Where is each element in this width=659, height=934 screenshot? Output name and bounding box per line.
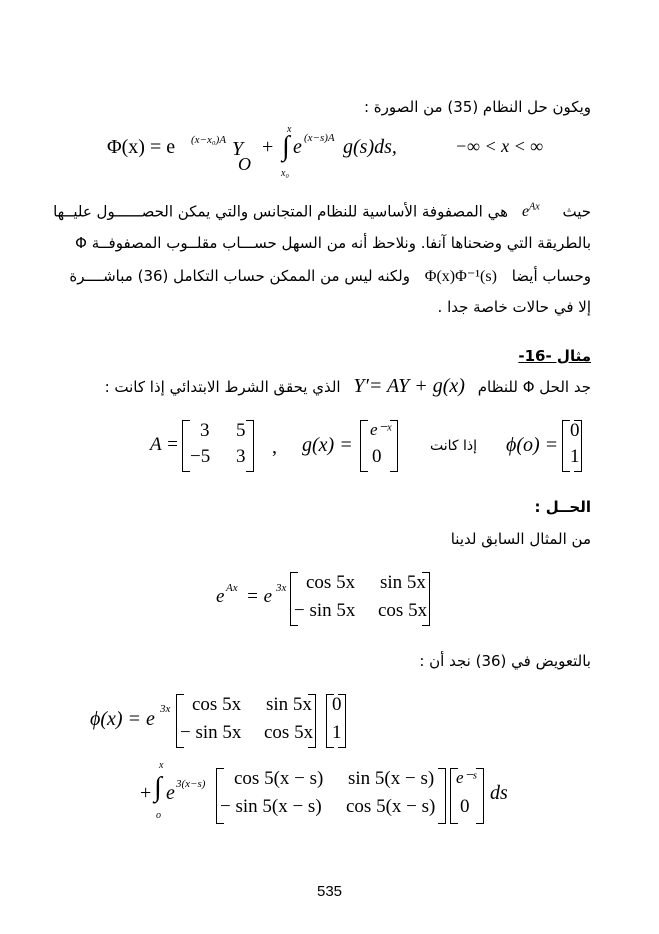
a-label: A =: [150, 434, 179, 455]
example-title: مثال -16-: [518, 347, 591, 365]
example-matrices: [150, 418, 590, 474]
y-symbol: Y: [232, 138, 244, 160]
matrix-m-cell: cos 5x: [306, 572, 356, 593]
vector-g-cell: e⁻ˣ: [370, 420, 392, 439]
vector-phi0-left-bracket: [562, 420, 570, 472]
matrix-a-cell: 3: [236, 446, 246, 467]
exponent-1: (x−x₀)A: [191, 134, 227, 146]
vector-phi-cell: 0: [332, 694, 342, 715]
matrix-m2-cell: cos 5(x − s): [234, 768, 324, 789]
substitution-line: بالتعويض في (36) نجد أن :: [419, 652, 591, 670]
vector-phi-right-bracket: [338, 694, 346, 748]
eax-formula: [216, 570, 446, 626]
integral-lower: x₀: [281, 168, 289, 179]
matrix-m-right-bracket: [422, 572, 430, 626]
e3x-sup: 3x: [276, 582, 287, 594]
comma: ,: [272, 436, 277, 458]
int-e: e: [166, 782, 175, 804]
solution-title: الحــل :: [534, 498, 591, 516]
example-statement-b: الذي يحقق الشرط الابتدائي إذا كانت :: [104, 378, 341, 396]
int-lower: o: [156, 810, 161, 821]
matrix-phi-right-bracket: [308, 694, 316, 748]
matrix-a-cell: 5: [236, 420, 246, 441]
int-sign: ∫: [154, 772, 162, 803]
plus-sign: +: [262, 136, 274, 158]
e-symbol: e: [293, 136, 302, 158]
page-number: 535: [316, 883, 343, 900]
matrix-m2-right-bracket: [438, 768, 446, 824]
example-statement-a: جد الحل Φ للنظام: [477, 378, 591, 396]
para2-line1-text: هي المصفوفة الأساسية للنظام المتجانس والتي يمكن الحصــــــول عليــها: [53, 202, 509, 221]
matrix-a-cell: 3: [200, 420, 210, 441]
matrix-m2-cell: cos 5(x − s): [346, 796, 436, 817]
solution-intro: من المثال السابق لدينا: [450, 530, 591, 548]
vector-2-right-bracket: [476, 768, 484, 824]
para2-word-where: حيث: [562, 202, 591, 221]
matrix-phi-cell: cos 5x: [192, 694, 242, 715]
para2-line2: بالطريقة التي وضحناها آنفا. ونلاحظ أنه من السهل حســـاب مقلــوب المصفوفــة Φ: [75, 234, 591, 252]
para2-phi-expr: Φ(x)Φ⁻¹(s): [424, 268, 497, 285]
para2-line3-b: ولكنه ليس من الممكن حساب التكامل (36) مباشــــرة: [69, 267, 410, 285]
vector-phi-cell: 1: [332, 722, 342, 743]
matrix-m-cell: − sin 5x: [294, 600, 356, 621]
domain-range: −∞ < x < ∞: [455, 136, 544, 156]
phi-lhs: ϕ(x) = e: [90, 708, 155, 730]
phi-lhs: Φ(x) = e: [107, 136, 176, 158]
eax-e: e: [216, 586, 225, 607]
example-statement: [105, 375, 591, 398]
matrix-phi-cell: − sin 5x: [180, 722, 242, 743]
if-text: إذا كانت: [430, 438, 478, 454]
para2-line1: [53, 202, 591, 221]
matrix-m-cell: sin 5x: [380, 572, 426, 593]
matrix-m-cell: cos 5x: [378, 600, 428, 621]
matrix-phi-cell: sin 5x: [266, 694, 312, 715]
para2-eax-sup: Ax: [529, 202, 540, 213]
exponent-2: (x−s)A: [304, 132, 335, 144]
matrix-m2-cell: − sin 5(x − s): [220, 796, 322, 817]
vector-phi0-cell: 0: [570, 420, 580, 441]
vector-g-left-bracket: [360, 420, 368, 472]
matrix-m2-cell: sin 5(x − s): [348, 768, 435, 789]
phi-formula: [90, 692, 370, 748]
matrix-phi-cell: cos 5x: [264, 722, 314, 743]
para2-eax: e: [522, 203, 530, 221]
y-subscript: O: [238, 154, 251, 174]
matrix-a-right-bracket: [246, 420, 254, 472]
matrix-a-left-bracket: [182, 420, 190, 472]
phi0-label: ϕ(o) =: [506, 434, 559, 456]
para2-line4: إلا في حالات خاصة جدا .: [437, 298, 591, 316]
para2-line3-a: وحساب أيضا: [511, 267, 591, 285]
vector-2-cell: e⁻ˢ: [456, 768, 477, 787]
intro-line: ويكون حل النظام (35) من الصورة :: [363, 98, 591, 116]
int-sup: 3(x−s): [176, 778, 206, 790]
solution-formula: [107, 124, 567, 184]
int-upper: x: [159, 760, 164, 771]
integral-term: [140, 760, 520, 828]
integrand-rest: g(s)ds,: [343, 136, 397, 158]
vector-phi0-right-bracket: [574, 420, 582, 472]
vector-phi0-cell: 1: [570, 446, 580, 467]
equals-e: = e: [246, 586, 273, 607]
ds-text: ds: [490, 782, 508, 804]
para2-line3: [69, 266, 591, 286]
phi-sup: 3x: [160, 703, 171, 715]
example-system-eq: Y′= AY + g(x): [353, 375, 465, 397]
integral-sign: ∫: [282, 131, 290, 162]
vector-g-right-bracket: [390, 420, 398, 472]
vector-2-cell: 0: [460, 796, 470, 817]
int-plus: +: [140, 782, 152, 804]
g-label: g(x) =: [302, 434, 353, 456]
vector-g-cell: 0: [372, 446, 382, 467]
integral-upper: x: [287, 124, 292, 135]
matrix-a-cell: −5: [190, 446, 211, 467]
eax-sup: Ax: [226, 582, 238, 594]
